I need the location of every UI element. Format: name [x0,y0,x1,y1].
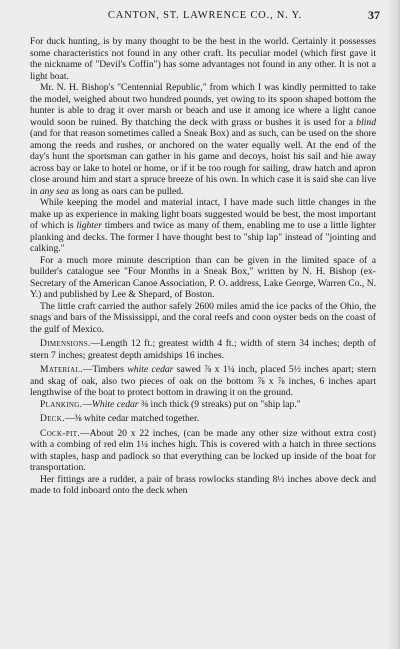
text-run: While keeping the model and material intact, I have made such little changes in the make up as experience in making light boats suggested would be best, the most important of which is [30,197,376,231]
italic-lighter: lighter [76,220,102,231]
italic-any-sea: any sea [39,185,69,197]
spec-material [30,364,376,399]
spec-label-deck: Deck. [40,413,65,424]
spec-dimensions [30,338,376,361]
paragraph-voyage: The little craft carried the author safely 2600 miles amid the ice packs of the Ohio, the snags and bars of the Mississippi, and the coral reefs and coon oyster beds on the coast of the gulf of Mexico. [30,300,376,335]
spec-label-cock-pit: Cock-pit. [40,427,80,439]
text-run: ⅜ inch thick (9 streaks) put on "ship lap." [138,398,301,410]
paragraph-fittings: Her fittings are a rudder, a pair of brass rowlocks standing 8½ inches above deck and made to fold inboard onto the deck when [30,473,376,496]
page-number: 37 [368,8,380,22]
paragraph-description: For a much more minute description than can be given in the limited space of a builder's catalogue see "Four Months in a Sneak Box," written by N. H. Bishop (ex-Secretary of the American Canoe Association, P. O. address, Lake George, Warren Co., N. Y.) and published by Lee & Shepard, of Boston. [30,254,377,300]
spec-text-cock-pit: —About 20 x 22 inches, (can be made any other size without extra cost) with a combing of red elm 1¼ inches high. This is covered with a hatch in three sections with staples, hasp and padlock so that everything can be locked up inside of the boat for transportation. [30,427,376,473]
text-run: sawed ⅞ x 1¼ inch, placed 5½ inches apart; stern and skag of oak, also two pieces of oak on the bottom ⅞ x ⅞ inches, 6 inches apart lengthwise of the boat to protect bottom in drawing it on the ground. [30,364,376,398]
text-run: Mr. N. H. Bishop's "Centennial Republic," from which I was kindly permitted to take the model, weighed about two hundred pounds, yet owing to its spoon shaped bottom the hunter is able to drag it over marsh or beach and use it among ice where a light canoe would soon be ruined. By thatching the deck with grass or bushes it is used for a [30,82,376,128]
paragraph-changes [30,197,376,255]
text-run: timbers and twice as many of them, enabling me to use a little lighter planking and decks. The former I have thought best to "ship lap" instead of "jointing and calking." [30,220,376,254]
text-run: as long as oars can be pulled. [68,185,184,197]
spec-label-material: Material. [40,364,83,375]
spec-label-planking: Planking. [40,398,83,410]
spec-text-dimensions: —Length 12 ft.; greatest width 4 ft.; width of stern 34 inches; depth of stern 7 inches; greatest depth amidships 16 inches. [30,338,376,361]
spec-planking [30,399,376,411]
running-title: CANTON, ST. LAWRENCE CO., N. Y. [107,10,303,21]
spec-text-deck: —⅜ white cedar matched together. [64,413,200,424]
paragraph-centennial-republic [30,82,376,197]
italic-blind: blind [356,116,376,128]
text-run: —Timbers [82,364,128,375]
text-run: (and for that reason sometimes called a Sneak Box) and as such, can be used on the shore among the reeds and rushes, or anchored on the water equally well. At the end of the day's hunt the sportsman can gather in his game and decoys, hoist his sail and hie away across bay or lake to hotel or home, or if it be too rough for sailing, draw hatch and apron close around him and start a spruce breeze of his own. In which case it is said she can live in [30,128,376,197]
page-header [30,10,380,26]
spec-cock-pit [30,428,376,474]
paragraph-duck-hunting: For duck hunting, is by many thought to be the best in the world. Certainly it possesses some characteristics not found in any other craft. Its peculiar model (which first gave it the nickname of "Devil's Coffin") has some advantages not found in any other. It is not a light boat. [30,36,376,82]
italic-white-cedar-planking: White cedar [91,398,139,410]
italic-white-cedar: white cedar [127,364,174,375]
spec-label-dimensions: Dimensions. [40,338,91,349]
text-run: — [82,398,92,410]
body-text [30,36,376,497]
spec-deck [30,413,376,425]
